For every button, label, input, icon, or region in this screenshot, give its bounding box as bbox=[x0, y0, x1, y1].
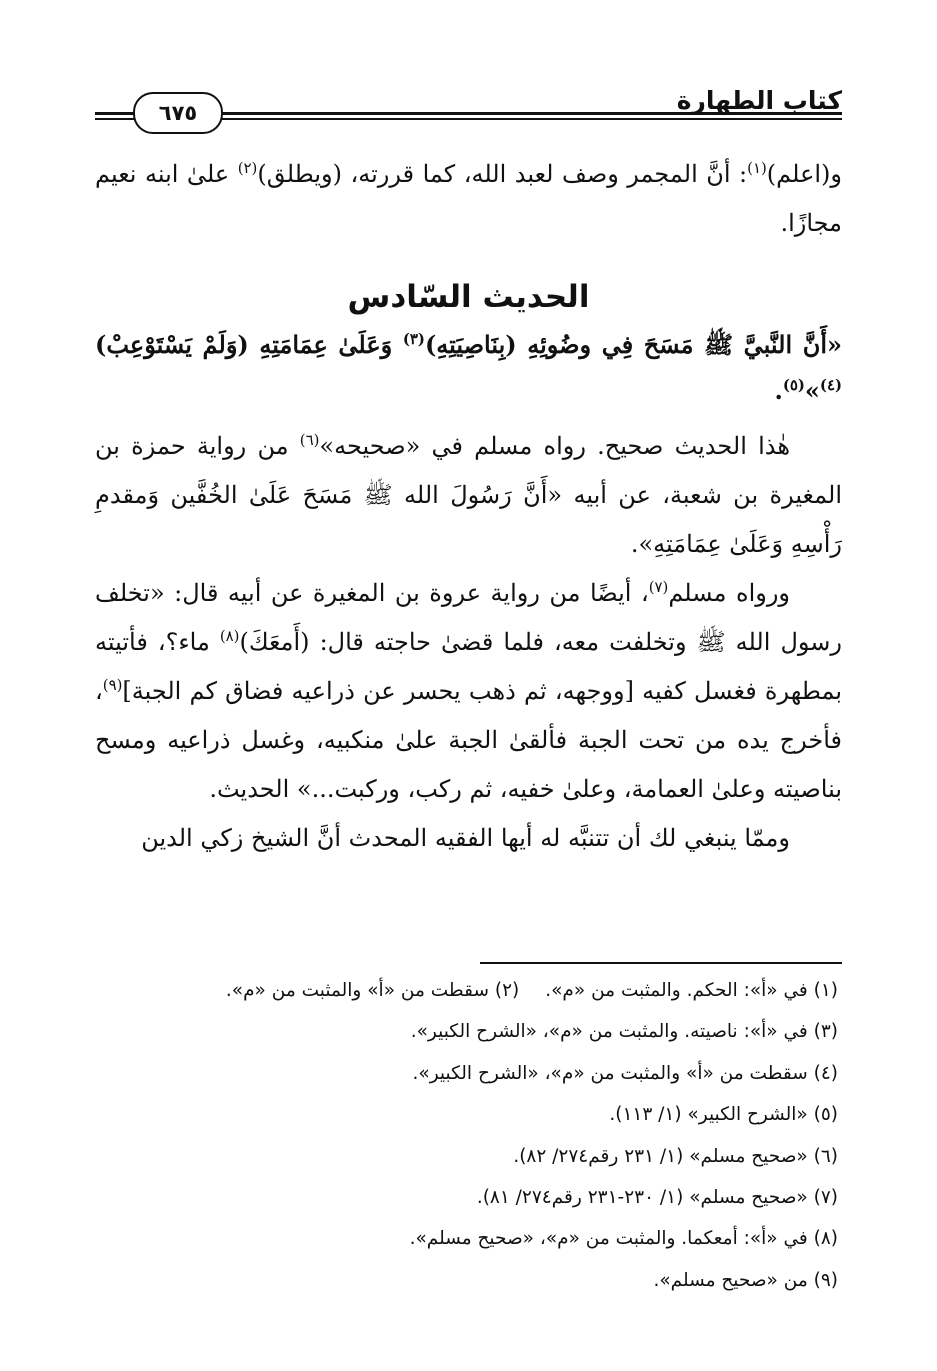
footnote-separator bbox=[480, 962, 842, 964]
footnote-ref-5[interactable]: (٥) bbox=[782, 376, 805, 394]
footnote-ref-8[interactable]: (٨) bbox=[219, 627, 240, 645]
book-title: كتاب الطهارة bbox=[676, 86, 842, 115]
footnote-3: (٣) في «أ»: ناصيته. والمثبت من «م»، «الشرح الكبير». bbox=[410, 1021, 838, 1043]
footnote-8: (٨) في «أ»: أمعكما. والمثبت من «م»، «صحيح مسلم». bbox=[409, 1228, 838, 1250]
footnote-9: (٩) من «صحيح مسلم». bbox=[653, 1269, 838, 1291]
paragraph-commentary: هٰذا الحديث صحيح. رواه مسلم في «صحيحه»$^{(٦)}$ من رواية حمزة بن المغيرة بن شعبة، عن أبيه «أَنَّ رَسُولَ الله ﷺ مَسَحَ عَلَىٰ الخُفَّين وَمقدمِ رَأْسِهِ وَعَلَىٰ عِمَامَتِهِ». bbox=[95, 431, 842, 558]
footnote-ref-3[interactable]: (٣) bbox=[402, 330, 425, 348]
footnote-4: (٤) سقطت من «أ» والمثبت من «م»، «الشرح الكبير». bbox=[412, 1062, 838, 1084]
paragraph-intro: و(اعلم)$^{(١)}$: أنَّ المجمر وصف لعبد الله، كما قررته، (ويطلق)$^{(٢)}$ علىٰ ابنه نعيم مجازًا. bbox=[95, 159, 843, 237]
hadith-text: «أَنَّ النَّبيَّ ﷺ مَسَحَ فِي وضُوئِهِ (بِنَاصِيَتِهِ)$^{(٣)}$ وَعَلَىٰ عِمَامَتِهِ (وَلَمْ يَسْتَوْعِبْ)$^{(٤)}$»$^{(٥)}$. bbox=[95, 330, 842, 405]
page-number: ٦٧٥ bbox=[133, 92, 223, 134]
footnote-5: (٥) «الشرح الكبير» (١/ ١١٣). bbox=[609, 1104, 838, 1126]
footnote-7: (٧) «صحيح مسلم» (١/ ٢٣٠-٢٣١ رقم٢٧٤/ ٨١). bbox=[476, 1187, 838, 1209]
footnote-ref-6[interactable]: (٦) bbox=[299, 431, 320, 449]
footnote-6: (٦) «صحيح مسلم» (١/ ٢٣١ رقم٢٧٤/ ٨٢). bbox=[513, 1145, 838, 1167]
footnote-ref-2[interactable]: (٢) bbox=[237, 159, 258, 177]
main-text bbox=[95, 150, 842, 863]
section-heading: الحديث السّادس bbox=[347, 279, 590, 315]
paragraph-note: وممّا ينبغي لك أن تتنبَّه له أيها الفقيه المحدث أنَّ الشيخ زكي الدين bbox=[141, 824, 790, 852]
footnote-ref-4[interactable]: (٤) bbox=[819, 376, 842, 394]
footnote-2: (٢) سقطت من «أ» والمثبت من «م». bbox=[225, 980, 520, 1001]
paragraph-narration: ورواه مسلم$^{(٧)}$، أيضًا من رواية عروة بن المغيرة عن أبيه قال: «تخلف رسول الله ﷺ وتخلفت معه، فلما قضىٰ حاجته قال: (أَمعَكَ)$^{(٨)}$ ماء؟، فأتيته بمطهرة فغسل كفيه [ووجهه، ثم ذهب يحسر عن ذراعيه فضاق كم الجبة]$^{(٩)}$، فأخرج يده من تحت الجبة فألقىٰ الجبة علىٰ منكبيه، وغسل ذراعيه ومسح بناصيته وعلىٰ العمامة، وعلىٰ خفيه، ثم ركب، وركبت...» الحديث. bbox=[95, 578, 842, 803]
footnote-line bbox=[95, 970, 842, 1011]
footnote-ref-1[interactable]: (١) bbox=[747, 159, 767, 177]
page-header bbox=[95, 84, 842, 134]
footnote-ref-7[interactable]: (٧) bbox=[648, 578, 669, 596]
footnotes bbox=[95, 970, 842, 1301]
footnote-1: (١) في «أ»: الحكم. والمثبت من «م». bbox=[545, 980, 838, 1001]
footnote-ref-9[interactable]: (٩) bbox=[102, 676, 123, 694]
